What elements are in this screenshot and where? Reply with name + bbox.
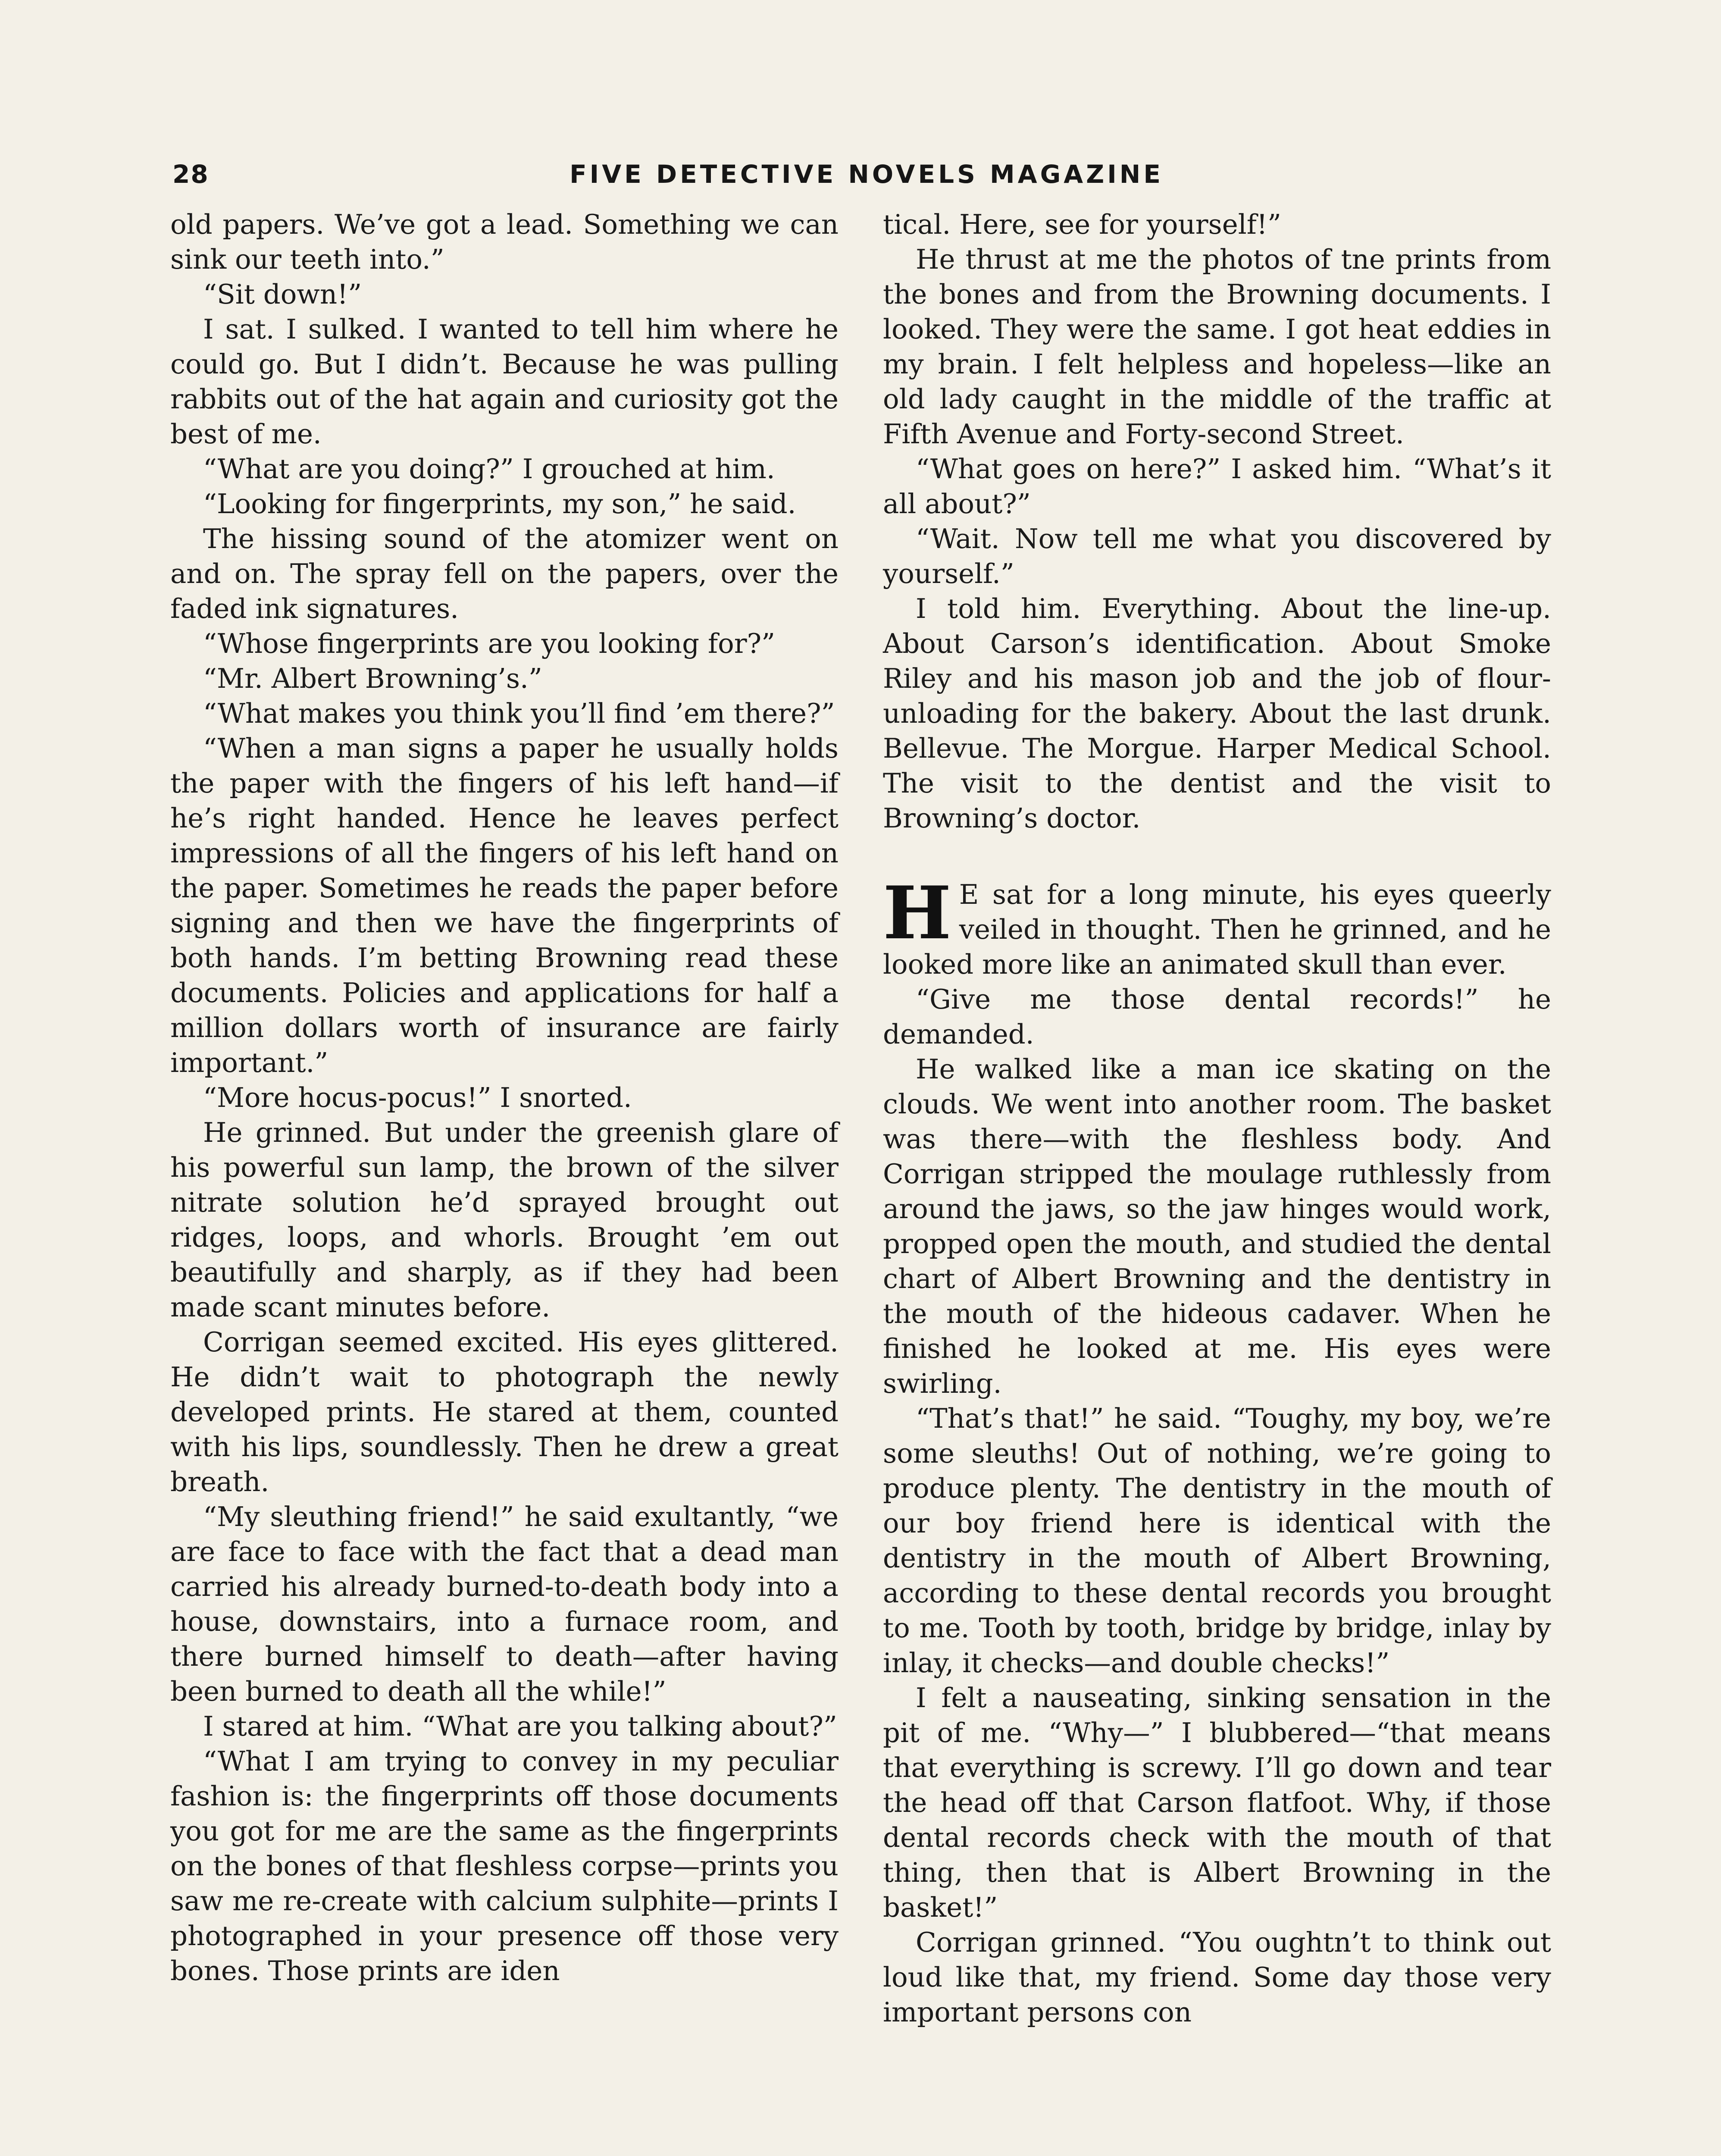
- running-title: FIVE DETECTIVE NOVELS MAGAZINE: [569, 160, 1164, 189]
- right-column: [883, 207, 1551, 2030]
- paragraph: “Looking for fingerprints, my son,” he said.: [203, 488, 796, 520]
- drop-cap: H: [883, 870, 951, 956]
- paragraph: “Give me those dental records!” he demanded.: [883, 984, 1551, 1050]
- paragraph: “More hocus-pocus!” I snorted.: [203, 1082, 632, 1113]
- paragraph: I stared at him. “What are you talking about?”: [203, 1711, 837, 1742]
- page-header: [172, 160, 1561, 203]
- section-start-paragraph: [883, 870, 1551, 982]
- paragraph: He grinned. But under the greenish glare of his powerful sun lamp, the brown of the silver nitrate solution he’d sprayed brought out ridges, loops, and whorls. Brought ’em out beautifully and sharply, as if they had been made scant minutes before.: [170, 1117, 839, 1323]
- paragraph: I felt a nauseating, sinking sensation in the pit of me. “Why—” I blubbered—“that means that everything is screwy. I’ll go down and tear the head off that Carson flatfoot. Why, if those dental records check with the mouth of that thing, then that is Albert Browning in the basket!”: [883, 1682, 1551, 1923]
- paragraph: The hissing sound of the atomizer went on and on. The spray fell on the papers, over the faded ink signatures.: [170, 523, 839, 624]
- paragraph: “Sit down!”: [203, 279, 362, 310]
- paragraph: “Wait. Now tell me what you discovered by yourself.”: [883, 523, 1551, 589]
- paragraph: “Whose fingerprints are you looking for?”: [203, 628, 776, 659]
- paragraph: old papers. We’ve got a lead. Something we can sink our teeth into.”: [170, 209, 839, 275]
- paragraph: tical. Here, see for yourself!”: [883, 209, 1281, 240]
- paragraph: He thrust at me the photos of tne prints from the bones and from the Browning documents. I looked. They were the same. I got heat eddies in my brain. I felt helpless and hopeless—like an old lady caught in the middle of the traffic at Fifth Avenue and Forty-second Street.: [883, 244, 1551, 450]
- paragraph: “What makes you think you’ll find ’em there?”: [203, 698, 835, 729]
- paragraph: “Mr. Albert Browning’s.”: [203, 663, 542, 694]
- paragraph: Corrigan seemed excited. His eyes glittered. He didn’t wait to photograph the newly developed prints. He stared at them, counted with his lips, soundlessly. Then he drew a great breath.: [170, 1326, 839, 1498]
- paragraph: “What goes on here?” I asked him. “What’s it all about?”: [883, 453, 1551, 520]
- paragraph: “What are you doing?” I grouched at him.: [203, 453, 775, 485]
- paragraph: “That’s that!” he said. “Toughy, my boy, we’re some sleuths! Out of nothing, we’re going to produce plenty. The dentistry in the mouth of our boy friend here is identical with the dentistry in the mouth of Albert Browning, according to these dental records you brought to me. Tooth by tooth, bridge by bridge, inlay by inlay, it checks—and double checks!”: [883, 1403, 1551, 1679]
- page-number: 28: [172, 160, 209, 189]
- paragraph: He walked like a man ice skating on the clouds. We went into another room. The basket was there—with the fleshless body. And Corrigan stripped the moulage ruthlessly from around the jaws, so the jaw hinges would work, propped open the mouth, and studied the dental chart of Albert Browning and the dentistry in the mouth of the hideous cadaver. When he finished he looked at me. His eyes were swirling.: [883, 1053, 1551, 1399]
- section-start-text: E sat for a long minute, his eyes queerly veiled in thought. Then he grinned, and he looked more like an animated skull than ever.: [883, 879, 1551, 980]
- paragraph: I told him. Everything. About the line-up. About Carson’s identification. About Smoke Riley and his mason job and the job of flour-unloading for the bakery. About the last drunk. Bellevue. The Morgue. Harper Medical School. The visit to the dentist and the visit to Browning’s doctor.: [883, 593, 1551, 834]
- paragraph: I sat. I sulked. I wanted to tell him where he could go. But I didn’t. Because he was pulling rabbits out of the hat again and curiosity got the best of me.: [170, 313, 839, 450]
- left-column: [170, 207, 839, 1988]
- paragraph: “What I am trying to convey in my peculiar fashion is: the fingerprints off those documents you got for me are the same as the fingerprints on the bones of that fleshless corpse—prints you saw me re-create with calcium sulphite—prints I photographed in your presence off those very bones. Those prints are iden: [170, 1745, 839, 1987]
- paragraph: “When a man signs a paper he usually holds the paper with the fingers of his left hand—if he’s right handed. Hence he leaves perfect impressions of all the fingers of his left hand on the paper. Sometimes he reads the paper before signing and then we have the fingerprints of both hands. I’m betting Browning read these documents. Policies and applications for half a million dollars worth of insurance are fairly important.”: [170, 733, 839, 1078]
- paragraph: “My sleuthing friend!” he said exultantly, “we are face to face with the fact that a dead man carried his already burned-to-death body into a house, downstairs, into a furnace room, and there burned himself to death—after having been burned to death all the while!”: [170, 1501, 839, 1707]
- paragraph: Corrigan grinned. “You oughtn’t to think out loud like that, my friend. Some day those very important persons con: [883, 1927, 1551, 2028]
